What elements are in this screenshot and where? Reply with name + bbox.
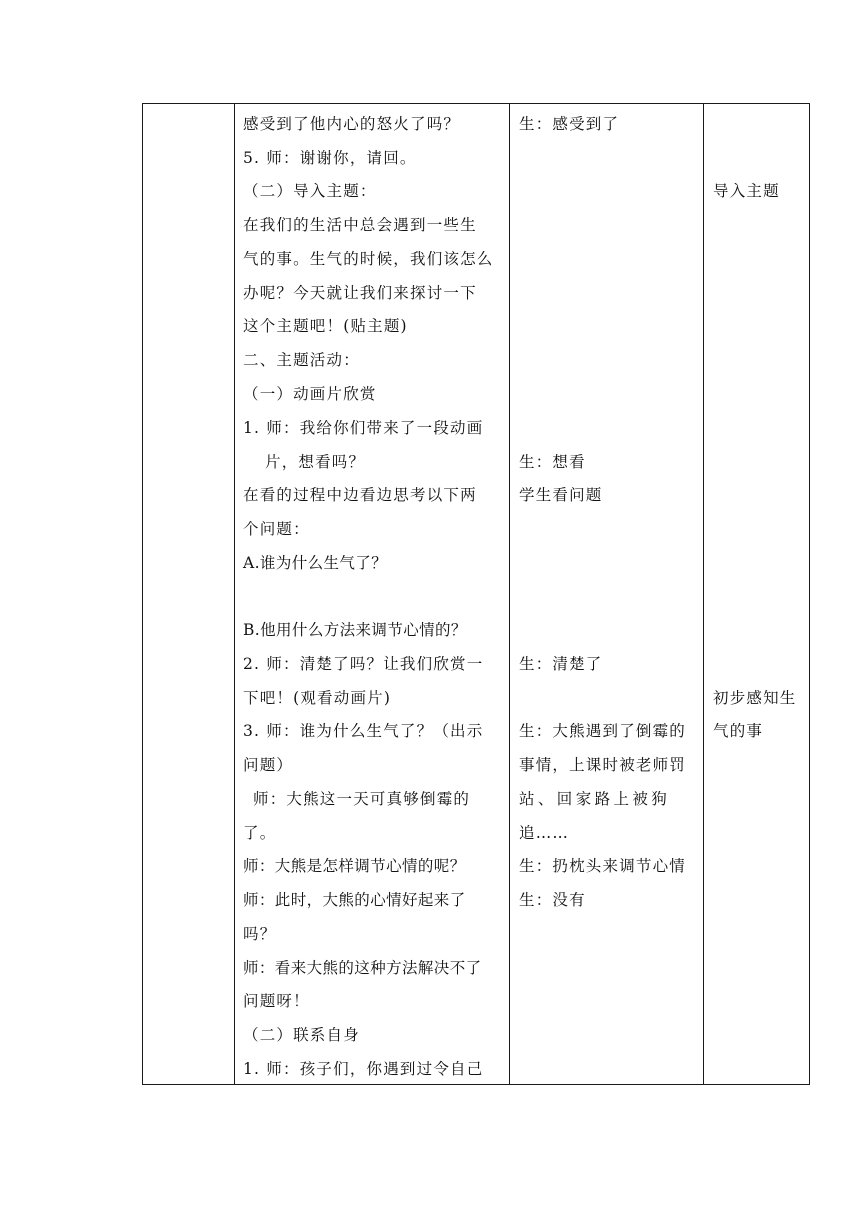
student-activity-cell — [510, 104, 704, 1085]
student-line: 生：感受到了 — [519, 115, 620, 133]
student-line: 生：扔枕头来调节心情 — [519, 857, 687, 875]
lesson-plan-table — [142, 103, 810, 1085]
teacher-line: 师：大熊这一天可真够倒霉的 — [253, 790, 471, 808]
section-heading: （一）动画片欣赏 — [243, 385, 377, 403]
teacher-line: 2. 师：清楚了吗？让我们欣赏一 — [243, 655, 484, 673]
teacher-line: 吗？ — [243, 925, 277, 943]
teacher-line: 感受到了他内心的怒火了吗？ — [243, 115, 461, 133]
purpose-line: 初步感知生 — [713, 689, 797, 707]
teacher-line: 问题） — [243, 756, 294, 774]
student-line: 生：没有 — [519, 891, 586, 909]
teacher-line: 师：大熊是怎样调节心情的呢？ — [243, 857, 466, 875]
teacher-line: 气的事。生气的时候，我们该怎么 — [243, 250, 494, 268]
section-heading: 二、主题活动： — [243, 351, 360, 369]
student-line: 生：想看 — [519, 453, 586, 471]
stage-cell — [143, 104, 235, 1085]
student-line: 生：清楚了 — [519, 655, 603, 673]
question-a: A.谁为什么生气了？ — [243, 554, 388, 572]
table-row — [143, 104, 810, 1085]
teacher-line: 在我们的生活中总会遇到一些生 — [243, 216, 477, 234]
teacher-line: 1. 师：我给你们带来了一段动画 — [243, 419, 484, 437]
teacher-line: 问题呀！ — [243, 992, 310, 1010]
teacher-line: 5. 师：谢谢你，请回。 — [243, 149, 417, 167]
teacher-line: 这个主题吧！(贴主题) — [243, 317, 408, 335]
student-line: 追…… — [519, 824, 570, 842]
teacher-line: 在看的过程中边看边思考以下两 — [243, 486, 477, 504]
teacher-line: 师：此时，大熊的心情好起来了 — [243, 891, 466, 909]
section-heading: （二）导入主题： — [243, 182, 377, 200]
student-line: 生：大熊遇到了倒霉的 — [519, 722, 687, 740]
question-b: B.他用什么方法来调节心情的？ — [243, 621, 467, 639]
design-purpose-cell — [704, 104, 810, 1085]
teacher-line: 下吧！(观看动画片) — [243, 689, 392, 707]
section-heading: （二）联系自身 — [243, 1026, 360, 1044]
purpose-line: 气的事 — [713, 722, 764, 740]
teacher-line: 了。 — [243, 824, 277, 842]
teacher-line: 3. 师：谁为什么生气了？（出示 — [243, 722, 484, 740]
teacher-line: 片，想看吗？ — [265, 453, 366, 471]
teacher-line: 1. 师：孩子们，你遇到过令自己 — [243, 1060, 484, 1078]
student-line: 学生看问题 — [519, 486, 603, 504]
student-line: 事情，上课时被老师罚 — [519, 756, 687, 774]
teacher-line: 个问题： — [243, 520, 310, 538]
teacher-activity-cell — [235, 104, 510, 1085]
teacher-line: 师：看来大熊的这种方法解决不了 — [243, 959, 482, 977]
student-line: 站、回家路上被狗 — [519, 790, 671, 808]
teacher-line: 办呢？今天就让我们来探讨一下 — [243, 284, 477, 302]
purpose-line: 导入主题 — [713, 182, 780, 200]
